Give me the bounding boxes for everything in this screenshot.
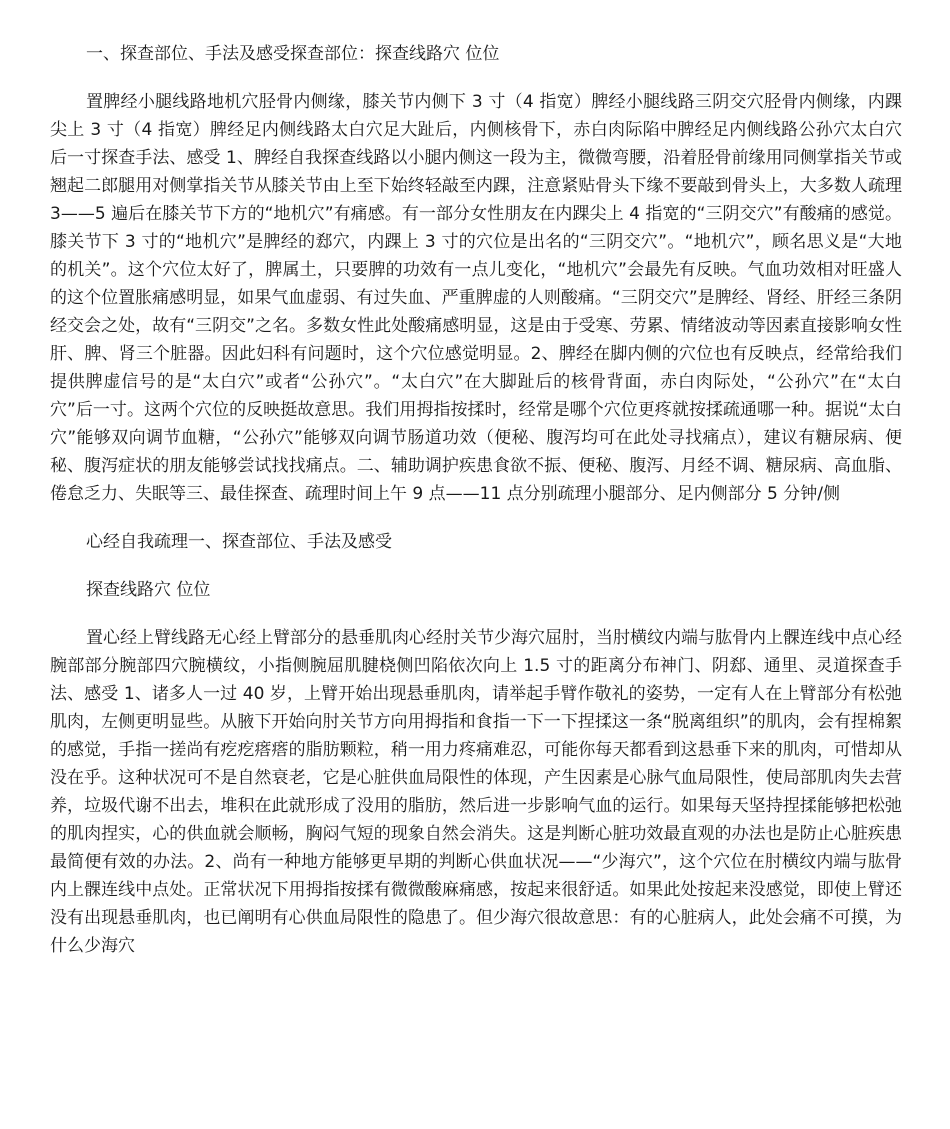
section-heading-heart: 心经自我疏理一、探查部位、手法及感受 — [86, 532, 392, 552]
section-heading-spleen: 一、探查部位、手法及感受探查部位：探查线路穴 位位 — [86, 44, 500, 64]
paragraph-spleen-meridian: 置脾经小腿线路地机穴胫骨内侧缘，膝关节内侧下 3 寸（4 指宽）脾经小腿线路三阴交穴胫骨内侧缘，内踝尖上 3 寸（4 指宽）脾经足内侧线路太白穴足大趾后，内侧核骨下，赤白肉际陷中脾经足内侧线路公孙穴太白穴后一寸探查手法、感受 1、脾经自我探查线路以小腿内侧这一段为主，微微弯腰，沿着胫骨前缘用同侧掌指关节或翘起二郎腿用对侧掌指关节从膝关节由上至下始终轻敲至内踝，注意紧贴骨头下缘不要敲到骨头上，大多数人疏理 3——5 遍后在膝关节下方的“地机穴”有痛感。有一部分女性朋友在内踝尖上 4 指宽的“三阴交穴”有酸痛的感觉。膝关节下 3 寸的“地机穴”是脾经的郄穴，内踝上 3 寸的穴位是出名的“三阴交穴”。“地机穴”，顾名思义是“大地的机关”。这个穴位太好了，脾属土，只要脾的功效有一点儿变化，“地机穴”会最先有反映。气血功效相对旺盛人的这个位置胀痛感明显，如果气血虚弱、有过失血、严重脾虚的人则酸痛。“三阴交穴”是脾经、肾经、肝经三条阴经交会之处，故有“三阴交”之名。多数女性此处酸痛感明显，这是由于受寒、劳累、情绪波动等因素直接影响女性肝、脾、肾三个脏器。因此妇科有问题时，这个穴位感觉明显。2、脾经在脚内侧的穴位也有反映点，经常给我们提供脾虚信号的是“太白穴”或者“公孙穴”。“太白穴”在大脚趾后的核骨背面，赤白肉际处，“公孙穴”在“太白穴”后一寸。这两个穴位的反映挺故意思。我们用拇指按揉时，经常是哪个穴位更疼就按揉疏通哪一种。据说“太白穴”能够双向调节血糖，“公孙穴”能够双向调节肠道功效（便秘、腹泻均可在此处寻找痛点），建议有糖尿病、便秘、腹泻症状的朋友能够尝试找找痛点。二、辅助调护疾患食欲不振、便秘、腹泻、月经不调、糖尿病、高血脂、倦怠乏力、失眠等三、最佳探查、疏理时间上午 9 点——11 点分别疏理小腿部分、足内侧部分 5 分钟/侧 — [50, 92, 902, 504]
subheading-probe-route: 探查线路穴 位位 — [86, 580, 211, 600]
paragraph-heart-meridian: 置心经上臂线路无心经上臂部分的悬垂肌肉心经肘关节少海穴屈肘，当肘横纹内端与肱骨内上髁连线中点心经腕部部分腕部四穴腕横纹，小指侧腕屈肌腱桡侧凹陷依次向上 1.5 寸的距离分布神门、阴郄、通里、灵道探查手法、感受 1、诸多人一过 40 岁，上臂开始出现悬垂肌肉，请举起手臂作敬礼的姿势，一定有人在上臂部分有松弛肌肉，左侧更明显些。从腋下开始向肘关节方向用拇指和食指一下一下捏揉这一条“脱离组织”的肌肉，会有捏棉絮的感觉，手指一搓尚有疙疙瘩瘩的脂肪颗粒，稍一用力疼痛难忍，可能你每天都看到这悬垂下来的肌肉，可惜却从没在乎。这种状况可不是自然衰老，它是心脏供血局限性的体现，产生因素是心脉气血局限性，使局部肌肉失去营养，垃圾代谢不出去，堆积在此就形成了没用的脂肪，然后进一步影响气血的运行。如果每天坚持捏揉能够把松弛的肌肉捏实，心的供血就会顺畅，胸闷气短的现象自然会消失。这是判断心脏功效最直观的办法也是防止心脏疾患最简便有效的办法。2、尚有一种地方能够更早期的判断心供血状况——“少海穴”，这个穴位在肘横纹内端与肱骨内上髁连线中点处。正常状况下用拇指按揉有微微酸麻痛感，按起来很舒适。如果此处按起来没感觉，即使上臂还没有出现悬垂肌肉，也已阐明有心供血局限性的隐患了。但少海穴很故意思：有的心脏病人，此处会痛不可摸，为什么少海穴 — [50, 628, 902, 956]
